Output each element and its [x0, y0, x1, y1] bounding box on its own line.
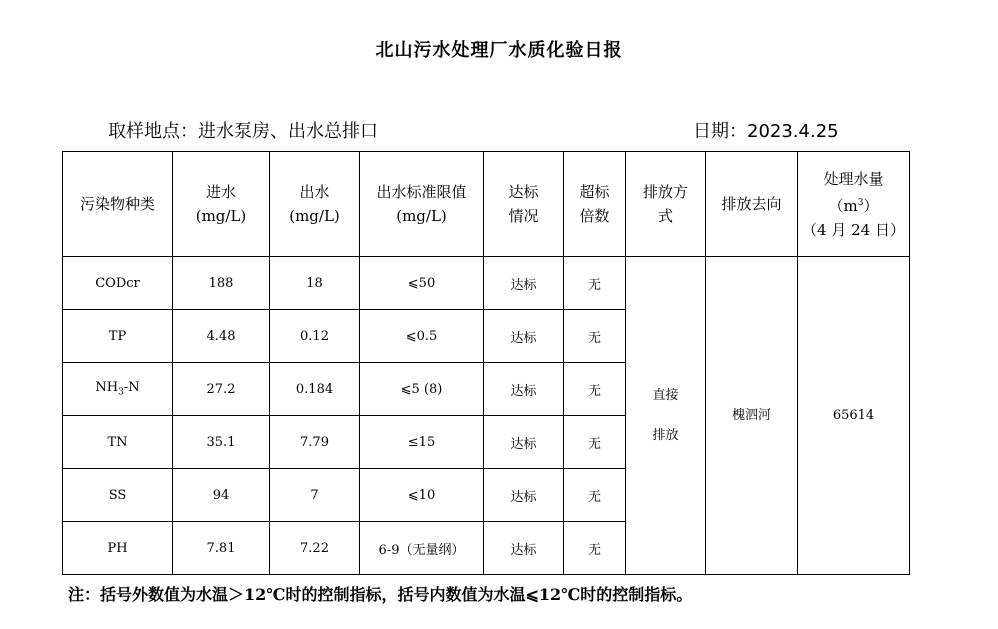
header-item: 污染物种类	[63, 152, 173, 257]
status-value: 达标	[484, 257, 564, 310]
limit-value: ⩽5 (8)	[360, 363, 484, 416]
inflow-value: 35.1	[173, 416, 270, 469]
outflow-value: 18	[270, 257, 360, 310]
status-value: 达标	[484, 416, 564, 469]
status-value: 达标	[484, 363, 564, 416]
header-exceed: 超标 倍数	[564, 152, 626, 257]
header-inflow: 进水 (mg/L)	[173, 152, 270, 257]
status-value: 达标	[484, 310, 564, 363]
header-limit: 出水标准限值 (mg/L)	[360, 152, 484, 257]
inflow-value: 4.48	[173, 310, 270, 363]
limit-value: ⩽0.5	[360, 310, 484, 363]
exceed-value: 无	[564, 363, 626, 416]
table-row	[63, 257, 910, 310]
inflow-value: 7.81	[173, 522, 270, 575]
exceed-value: 无	[564, 469, 626, 522]
exceed-value: 无	[564, 257, 626, 310]
discharge-method: 直接 排放	[626, 257, 706, 575]
pollutant-name: CODcr	[63, 257, 173, 310]
pollutant-name: TP	[63, 310, 173, 363]
pollutant-name: TN	[63, 416, 173, 469]
header-outflow: 出水 (mg/L)	[270, 152, 360, 257]
header-destination: 排放去向	[706, 152, 798, 257]
report-title: 北山污水处理厂水质化验日报	[375, 40, 623, 61]
pollutant-name: $NH_3-N$	[63, 363, 173, 416]
report-date: 日期：2023.4.25	[693, 121, 839, 142]
header-row	[63, 152, 910, 257]
header-volume: 处理水量 $(m^3)$ （4 月 24 日）	[798, 152, 910, 257]
header-method: 排放方 式	[626, 152, 706, 257]
inflow-value: 94	[173, 469, 270, 522]
exceed-value: 无	[564, 416, 626, 469]
outflow-value: 0.184	[270, 363, 360, 416]
limit-value: 6-9（无量纲）	[360, 522, 484, 575]
limit-value: ⩽50	[360, 257, 484, 310]
outflow-value: 0.12	[270, 310, 360, 363]
inflow-value: 188	[173, 257, 270, 310]
outflow-value: 7.79	[270, 416, 360, 469]
pollutant-name: SS	[63, 469, 173, 522]
outflow-value: 7.22	[270, 522, 360, 575]
treated-volume: 65614	[798, 257, 910, 575]
discharge-destination: 槐泗河	[706, 257, 798, 575]
sampling-location: 取样地点：进水泵房、出水总排口	[108, 121, 378, 142]
limit-value: ≤15	[360, 416, 484, 469]
header-status: 达标 情况	[484, 152, 564, 257]
pollutant-name: PH	[63, 522, 173, 575]
outflow-value: 7	[270, 469, 360, 522]
exceed-value: 无	[564, 310, 626, 363]
footnote: 注：括号外数值为水温＞12℃时的控制指标，括号内数值为水温⩽12℃时的控制指标。	[68, 585, 693, 604]
limit-value: ⩽10	[360, 469, 484, 522]
inflow-value: 27.2	[173, 363, 270, 416]
water-quality-table	[62, 151, 910, 575]
status-value: 达标	[484, 469, 564, 522]
exceed-value: 无	[564, 522, 626, 575]
status-value: 达标	[484, 522, 564, 575]
